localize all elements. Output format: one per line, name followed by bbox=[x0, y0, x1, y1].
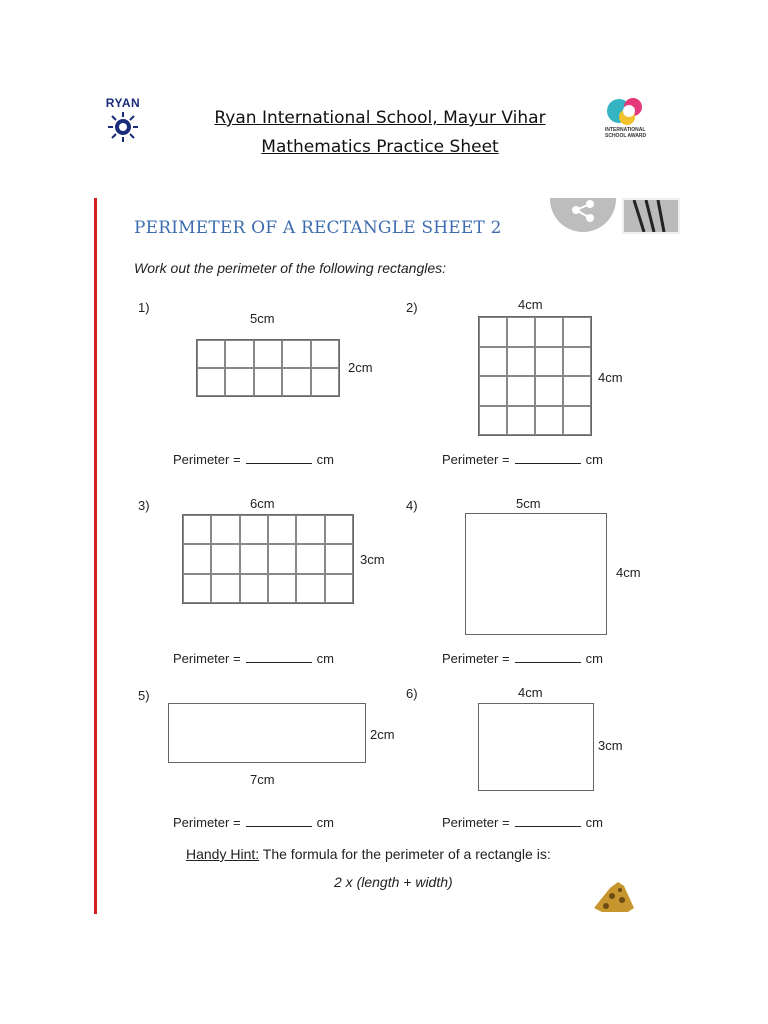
handy-hint: Handy Hint: The formula for the perimeter of a rectangle is: bbox=[186, 846, 551, 862]
rectangle-shape bbox=[168, 703, 366, 763]
giraffe-icon bbox=[590, 878, 640, 914]
share-icon bbox=[550, 198, 616, 232]
sun-emblem-icon bbox=[103, 110, 143, 144]
question-number: 5) bbox=[138, 688, 150, 703]
grid-rectangle bbox=[182, 514, 354, 604]
question-number: 3) bbox=[138, 498, 150, 513]
answer-blank[interactable] bbox=[515, 462, 581, 464]
sheet-title: Mathematics Practice Sheet bbox=[261, 137, 499, 157]
dimension-label: 4cm bbox=[518, 297, 543, 312]
ryan-logo bbox=[98, 96, 148, 146]
question-number: 1) bbox=[138, 300, 150, 315]
dimension-label: 3cm bbox=[598, 738, 623, 753]
perimeter-answer: Perimeter = cm bbox=[173, 452, 334, 467]
worksheet-heading: PERIMETER OF A RECTANGLE SHEET 2 bbox=[134, 218, 502, 238]
instruction-text: Work out the perimeter of the following rectangles: bbox=[134, 260, 447, 276]
dimension-label: 2cm bbox=[370, 727, 395, 742]
dimension-label: 6cm bbox=[250, 496, 275, 511]
award-emblem-icon bbox=[603, 97, 651, 127]
dimension-label: 4cm bbox=[598, 370, 623, 385]
dimension-label: 5cm bbox=[250, 311, 275, 326]
grid-rectangle bbox=[196, 339, 340, 397]
perimeter-answer: Perimeter = cm bbox=[442, 651, 603, 666]
international-school-award-logo bbox=[603, 97, 651, 143]
grid-rectangle bbox=[478, 316, 592, 436]
dimension-label: 4cm bbox=[518, 685, 543, 700]
logo-text: RYAN bbox=[105, 96, 141, 110]
answer-blank[interactable] bbox=[515, 661, 581, 663]
dimension-label: 3cm bbox=[360, 552, 385, 567]
perimeter-answer: Perimeter = cm bbox=[173, 815, 334, 830]
question-number: 6) bbox=[406, 686, 418, 701]
question-number: 4) bbox=[406, 498, 418, 513]
rectangle-shape bbox=[478, 703, 594, 791]
answer-blank[interactable] bbox=[515, 825, 581, 827]
answer-blank[interactable] bbox=[246, 661, 312, 663]
zebra-thumbnail bbox=[622, 198, 680, 234]
answer-blank[interactable] bbox=[246, 462, 312, 464]
margin-line bbox=[94, 198, 97, 914]
perimeter-answer: Perimeter = cm bbox=[173, 651, 334, 666]
rectangle-shape bbox=[465, 513, 607, 635]
dimension-label: 5cm bbox=[516, 496, 541, 511]
dimension-label: 7cm bbox=[250, 772, 275, 787]
answer-blank[interactable] bbox=[246, 825, 312, 827]
school-title: Ryan International School, Mayur Vihar bbox=[214, 108, 546, 128]
perimeter-answer: Perimeter = cm bbox=[442, 815, 603, 830]
perimeter-answer: Perimeter = cm bbox=[442, 452, 603, 467]
dimension-label: 4cm bbox=[616, 565, 641, 580]
award-text: INTERNATIONAL SCHOOL AWARD bbox=[605, 127, 647, 139]
dimension-label: 2cm bbox=[348, 360, 373, 375]
perimeter-formula: 2 x (length + width) bbox=[334, 874, 453, 890]
question-number: 2) bbox=[406, 300, 418, 315]
